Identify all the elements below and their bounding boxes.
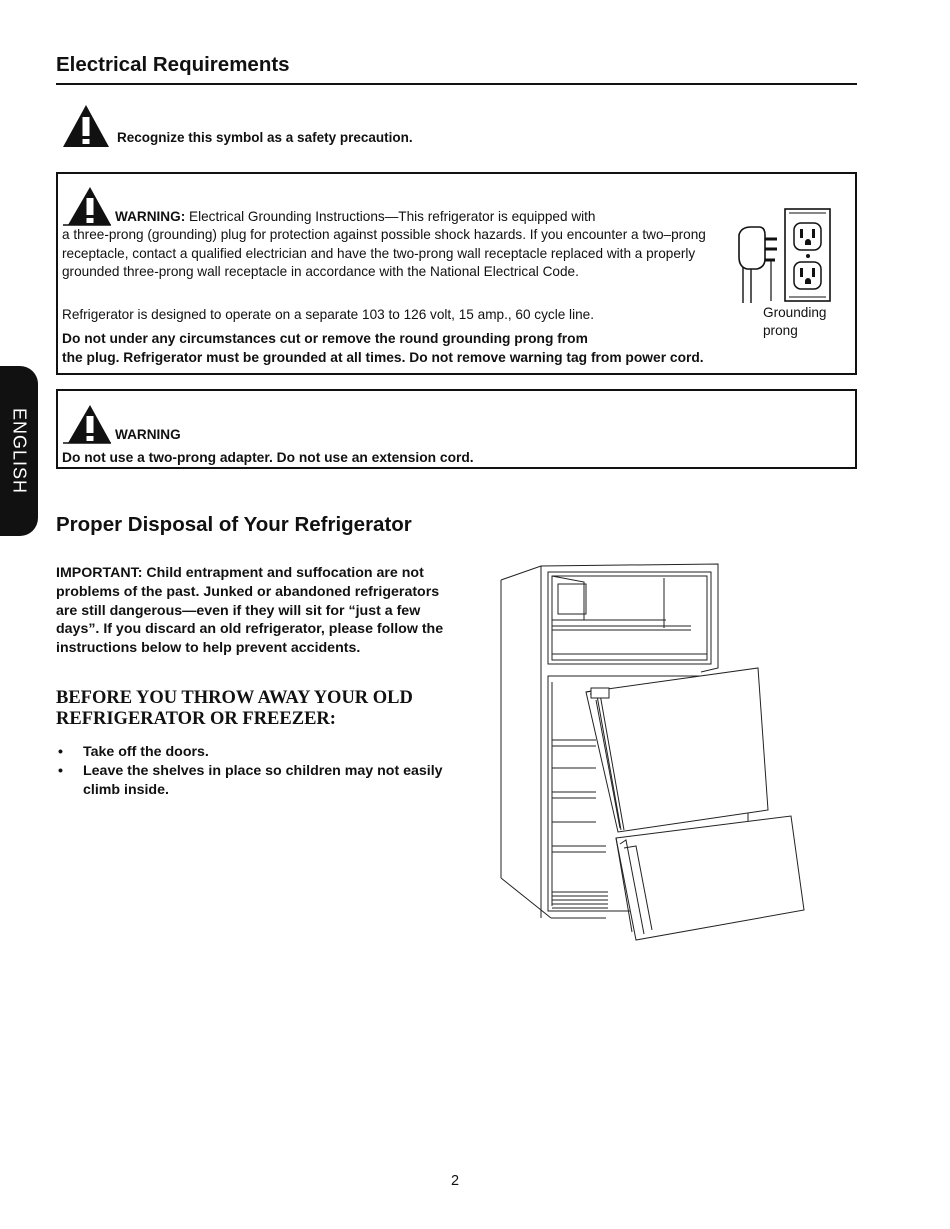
safety-symbol-caption: Recognize this symbol as a safety precaution. — [117, 130, 413, 145]
warning1-bold-line-2: the plug. Refrigerator must be grounded at all times. Do not remove warning tag from power cord. — [62, 350, 704, 365]
refrigerator-doors-removed-illustration — [496, 560, 811, 945]
warning1-voltage-line: Refrigerator is designed to operate on a separate 103 to 126 volt, 15 amp., 60 cycle line. — [62, 307, 594, 322]
warning1-body: a three-prong (grounding) plug for protection against possible shock hazards. If you encounter a two–prong receptacle, contact a qualified electrician and have the two-prong wall receptacle replaced with a properly grounded three-prong wall receptacle in accordance with the National Electrical Code. — [62, 227, 706, 280]
section-title-disposal: Proper Disposal of Your Refrigerator — [56, 513, 412, 536]
grounding-plug-illustration — [733, 205, 838, 310]
warning-triangle-icon — [62, 404, 112, 444]
language-side-tab-label: ENGLISH — [9, 407, 30, 495]
warning-triangle-icon — [62, 104, 110, 148]
warning1-label: WARNING: — [115, 209, 186, 224]
title-rule — [56, 83, 857, 85]
page-number: 2 — [450, 1173, 460, 1189]
warning-triangle-icon — [62, 186, 112, 226]
list-item: • Take off the doors. — [56, 743, 456, 762]
before-heading: BEFORE YOU THROW AWAY YOUR OLD REFRIGERATOR OR FREEZER: — [56, 688, 413, 729]
grounding-prong-caption — [763, 304, 826, 340]
disposal-steps-list — [56, 743, 456, 800]
warning1-heading — [115, 208, 596, 226]
caption-line-1: Grounding — [763, 305, 827, 320]
warning2-label: WARNING — [115, 427, 181, 442]
warning2-body: Do not use a two-prong adapter. Do not use an extension cord. — [62, 450, 474, 465]
section-title-electrical: Electrical Requirements — [56, 53, 290, 76]
caption-line-2: prong — [763, 323, 798, 338]
important-notice: IMPORTANT: Child entrapment and suffocation are not problems of the past. Junked or abandoned refrigerators are still dangerous—even if they will sit for “just a few days”. If you discard an old refrigerator, please follow the instructions below to help prevent accidents. — [56, 565, 444, 657]
warning1-bold-line-1: Do not under any circumstances cut or remove the round grounding prong from — [62, 331, 588, 346]
list-item: • Leave the shelves in place so children may not easily climb inside. — [56, 762, 456, 800]
warning1-lead: Electrical Grounding Instructions—This refrigerator is equipped with — [185, 209, 596, 224]
language-side-tab — [0, 366, 38, 536]
